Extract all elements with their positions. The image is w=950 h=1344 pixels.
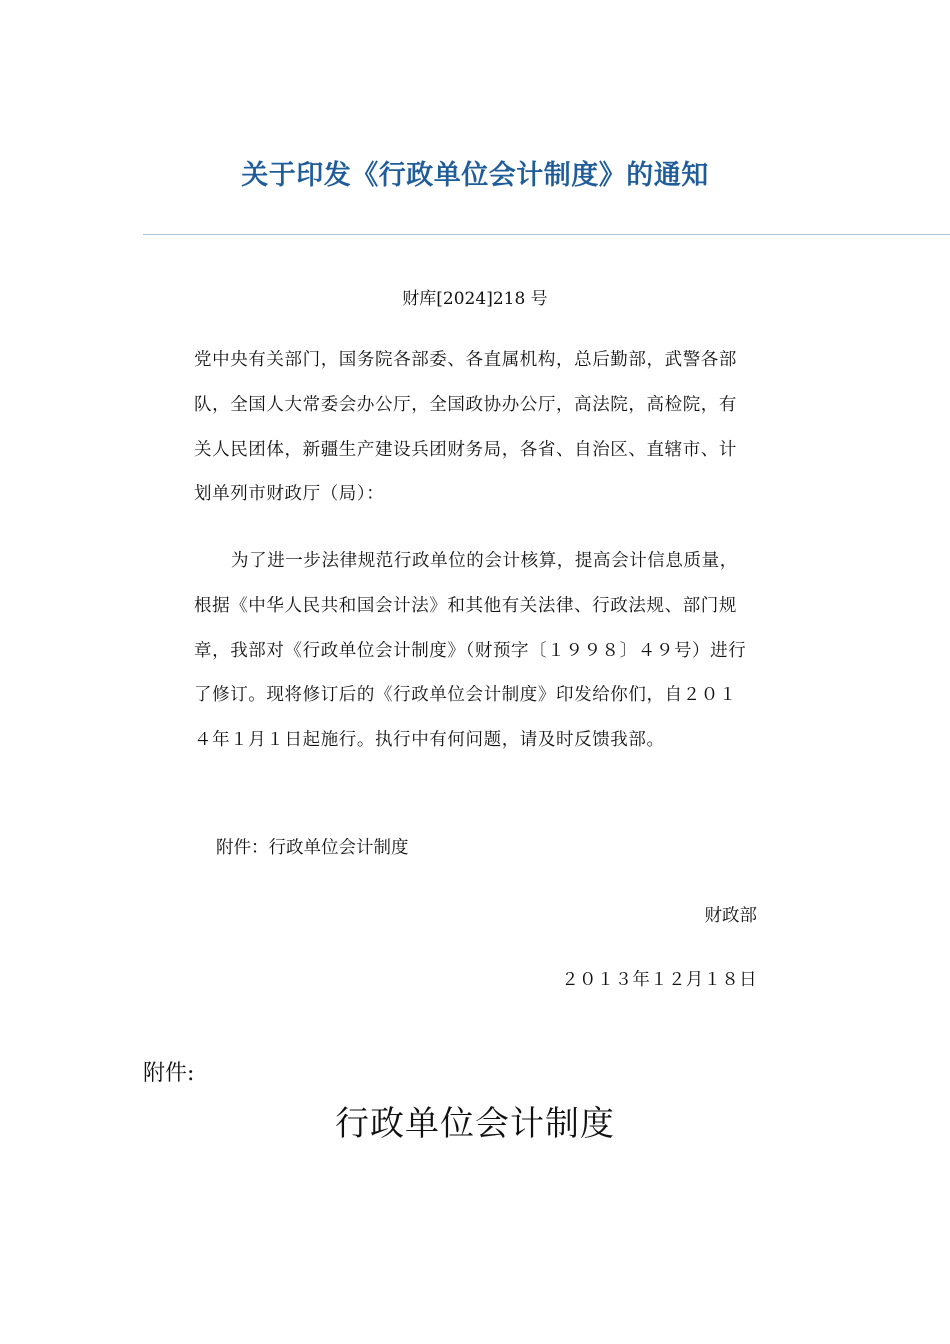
- signature-organization: 财政部: [704, 906, 757, 926]
- signature-date: ２０１３年１２月１８日: [561, 970, 757, 990]
- document-number: 财库[2024]218 号: [402, 289, 548, 309]
- appendix-label: 附件:: [143, 1061, 195, 1086]
- page-title: 关于印发《行政单位会计制度》的通知: [241, 160, 709, 191]
- appendix-title: 行政单位会计制度: [335, 1104, 615, 1144]
- attachment-line: 附件：行政单位会计制度: [216, 838, 409, 858]
- main-paragraph: 为了进一步法律规范行政单位的会计核算，提高会计信息质量，根据《中华人民共和国会计法》和其他有关法律、行政法规、部门规章，我部对《行政单位会计制度》（财预字〔１９９８〕４９号）进行了修订。现将修订后的《行政单位会计制度》印发给你们，自２０１４年１月１日起施行。执行中有何问题，请及时反馈我部。: [194, 551, 747, 751]
- addressee-paragraph: 党中央有关部门，国务院各部委、各直属机构，总后勤部，武警各部队，全国人大常委会办公厅，全国政协办公厅，高法院，高检院，有关人民团体，新疆生产建设兵团财务局，各省、自治区、直辖市、计划单列市财政厅（局）：: [194, 350, 737, 505]
- title-divider: [143, 234, 950, 235]
